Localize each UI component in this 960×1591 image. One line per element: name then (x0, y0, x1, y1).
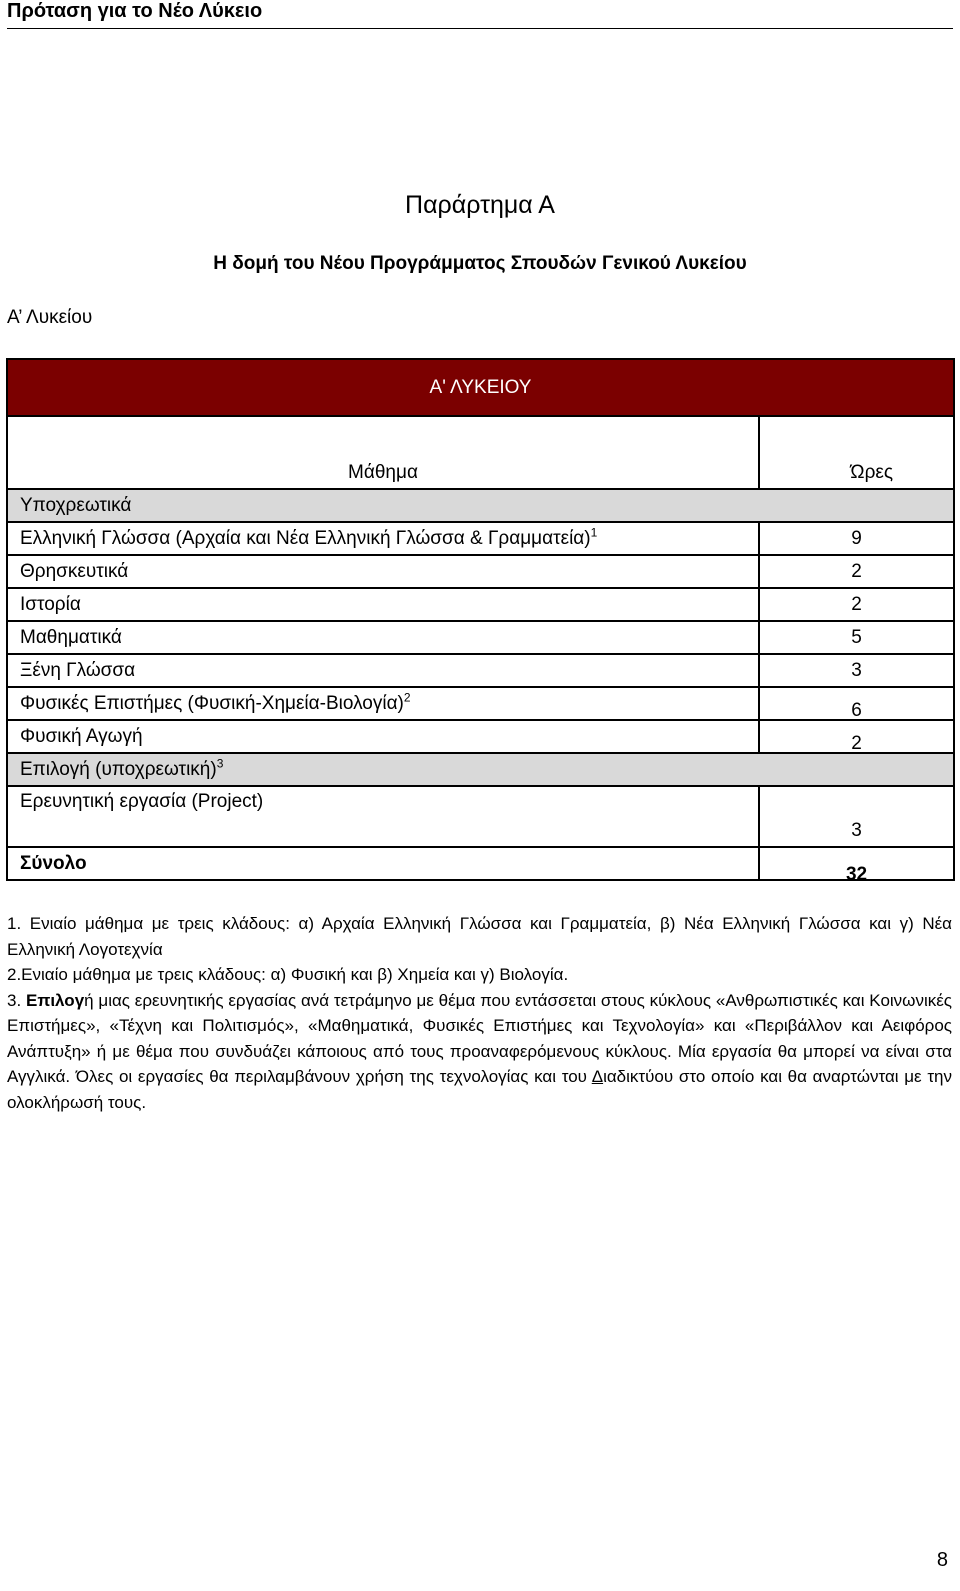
group-row-elective (7, 753, 954, 786)
hours-cell: 3 (759, 654, 954, 687)
subject-cell: Φυσική Αγωγή (7, 720, 759, 753)
group-row-compulsory (7, 489, 954, 522)
subject-cell: Ερευνητική εργασία (Project) (7, 786, 759, 847)
subject-cell: Θρησκευτικά (7, 555, 759, 588)
footnote-ref: 2 (403, 690, 411, 705)
table-row (7, 654, 954, 687)
section-heading: Α’ Λυκείου (7, 307, 93, 328)
subject-cell: Ιστορία (7, 588, 759, 621)
subject-cell: Μαθηματικά (7, 621, 759, 654)
table-row (7, 555, 954, 588)
hours-cell (759, 720, 954, 753)
footnote-2: 2.Ενιαίο μάθημα με τρεις κλάδους: α) Φυσική και β) Χημεία και γ) Βιολογία. (7, 965, 569, 984)
hours-value: 2 (851, 732, 862, 754)
total-hours-value: 32 (845, 864, 868, 885)
table-row-project (7, 786, 954, 847)
appendix-title: Παράρτημα Α (405, 191, 555, 219)
hours-cell: 9 (759, 522, 954, 555)
subject-cell (7, 522, 759, 555)
table-row (7, 687, 954, 720)
total-hours (759, 847, 954, 885)
hours-cell: 2 (759, 555, 954, 588)
group-label-elective (7, 753, 954, 786)
hours-value: 6 (851, 699, 862, 721)
table-row (7, 621, 954, 654)
footnote-3-underlined: Δ (591, 1067, 604, 1086)
running-header: Πρόταση για το Νέο Λύκειο (7, 0, 953, 29)
footnote-1: 1. Ενιαίο μάθημα με τρεις κλάδους: α) Αρχαία Ελληνική Γλώσσα και Γραμματεία, β) Νέα Ελληνική Γλώσσα και γ) Νέα Ελληνική Λογοτεχνία (7, 914, 952, 959)
table-row (7, 522, 954, 555)
footnote-3-prefix: 3. (7, 990, 26, 1010)
footnotes (7, 911, 952, 1115)
table-title-row (7, 359, 954, 416)
table-row (7, 720, 954, 753)
subject-name: Ελληνική Γλώσσα (Αρχαία και Νέα Ελληνική Γλώσσα & Γραμματεία) (20, 527, 591, 549)
curriculum-table (6, 358, 955, 885)
appendix-subtitle: Η δομή του Νέου Προγράμματος Σπουδών Γενικού Λυκείου (213, 253, 747, 274)
hours-cell (759, 687, 954, 720)
group-label-compulsory: Υποχρεωτικά (7, 489, 954, 522)
footnote-3-text: ή μιας ερευνητικής εργασίας ανά τετράμηνο με θέμα που εντάσσεται στους κύκλους «Ανθρωπιστικές και Κοινωνικές Επιστήμες», «Τέχνη και Πολιτισμός», «Μαθηματικά, Φυσικές Επιστήμες και Τεχνολογία» και «Περιβάλλον και Αειφόρος Ανάπτυξη» ή με θέμα που συνδυάζει κάποιους από τους προαναφερόμενους κύκλους. Μία εργασία θα μπορεί να είναι στα Αγγλικά. Όλες οι εργασίες θα περιλαμβάνουν χρήση της τεχνολογίας και του (7, 990, 952, 1086)
column-header-subject: Μάθημα (7, 416, 759, 489)
hours-cell: 5 (759, 621, 954, 654)
total-label: Σύνολο (7, 847, 759, 880)
table-title: Α' ΛΥΚΕΙΟΥ (7, 359, 954, 416)
hours-cell: 3 (759, 786, 954, 847)
subject-cell: Ξένη Γλώσσα (7, 654, 759, 687)
footnote-ref: 3 (216, 756, 224, 771)
table-row (7, 588, 954, 621)
subject-name: Φυσικές Επιστήμες (Φυσική-Χημεία-Βιολογία) (20, 692, 404, 714)
footnote-3 (7, 988, 952, 1116)
column-header-hours: Ώρες (759, 416, 954, 489)
hours-cell: 2 (759, 588, 954, 621)
footnote-ref: 1 (590, 525, 598, 540)
table-header-row (7, 416, 954, 489)
curriculum-table-wrapper (6, 358, 953, 885)
group-label-elective-text: Επιλογή (υποχρεωτική) (20, 758, 217, 780)
page-number: 8 (936, 1549, 948, 1571)
table-row-total (7, 847, 954, 880)
footnote-3-bold: Επιλογ (25, 990, 85, 1010)
footnote-3-end: ιαδικτύου στο οποίο και θα αναρτώνται με την ολοκλήρωσή τους. (7, 1067, 952, 1112)
subject-cell (7, 687, 759, 720)
